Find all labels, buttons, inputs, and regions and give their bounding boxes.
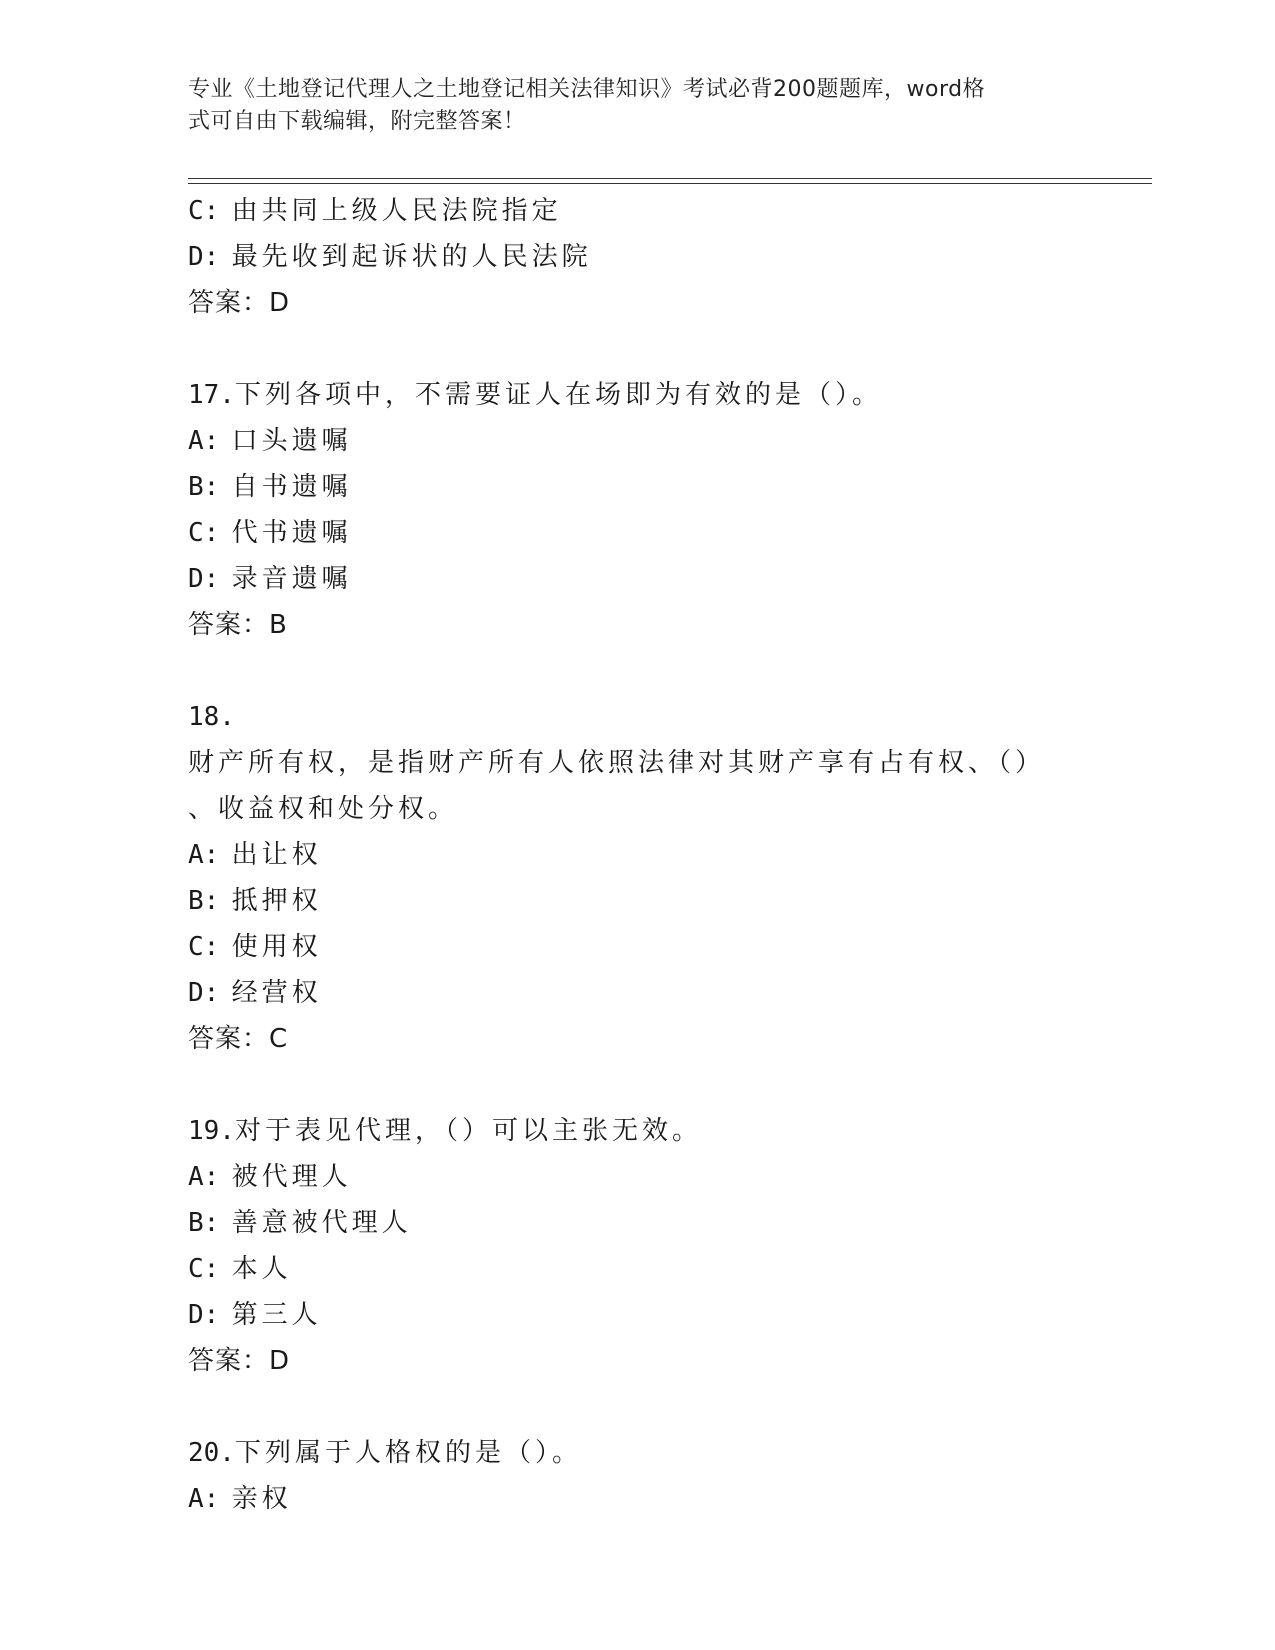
question-stem: 下列属于人格权的是（）。 [234,1438,582,1468]
header-divider-bottom [188,183,1152,184]
header-title-line-2: 式可自由下载编辑，附完整答案！ [188,109,526,134]
question-stem: 对于表见代理，（）可以主张无效。 [234,1116,702,1146]
option-text: 由共同上级人民法院指定 [231,196,562,226]
option-letter: D: [188,978,220,1008]
option-letter: B: [188,886,220,916]
option-letter: A: [188,840,220,870]
option-letter: D: [188,242,220,272]
option-letter: B: [188,1208,220,1238]
question-number: 18. [188,702,235,732]
option-d [188,234,1088,280]
answer-line: 答案：D [188,1346,291,1376]
option-a [188,418,1088,464]
question-number: 19. [188,1116,235,1146]
option-text: 经营权 [231,978,322,1008]
option-c [188,510,1088,556]
option-letter: C: [188,518,220,548]
option-d [188,1292,1088,1338]
option-b [188,464,1088,510]
option-c [188,924,1088,970]
question-list [188,188,1088,1522]
option-text: 口头遗嘱 [231,426,352,456]
option-text: 善意被代理人 [231,1208,412,1238]
question-18-continued [188,786,1088,832]
option-letter: A: [188,426,220,456]
option-letter: C: [188,1254,220,1284]
option-text: 被代理人 [231,1162,352,1192]
option-letter: B: [188,472,220,502]
header-title-line-1: 专业《土地登记代理人之土地登记相关法律知识》考试必背200题题库，word格 [188,77,986,102]
option-text: 代书遗嘱 [231,518,352,548]
question-number: 20. [188,1438,235,1468]
option-b [188,878,1088,924]
option-a [188,832,1088,878]
question-stem-line-1: 财产所有权，是指财产所有人依照法律对其财产享有占有权、（） [188,748,1046,778]
question-20 [188,1430,1088,1476]
question-17 [188,372,1088,418]
option-letter: C: [188,196,220,226]
option-text: 最先收到起诉状的人民法院 [231,242,592,272]
question-stem: 下列各项中，不需要证人在场即为有效的是（）。 [234,380,882,410]
option-letter: A: [188,1162,220,1192]
option-text: 自书遗嘱 [231,472,352,502]
question-number: 17. [188,380,235,410]
option-c [188,188,1088,234]
option-text: 录音遗嘱 [231,564,352,594]
option-text: 第三人 [231,1300,322,1330]
option-d [188,556,1088,602]
question-stem-line-2: 、收益权和处分权。 [188,794,459,824]
question-18 [188,694,1088,786]
option-text: 抵押权 [231,886,322,916]
option-b [188,1200,1088,1246]
option-letter: A: [188,1484,220,1514]
question-19 [188,1108,1088,1154]
option-a [188,1476,1088,1522]
answer-line: 答案：D [188,288,291,318]
option-text: 使用权 [231,932,322,962]
option-text: 出让权 [231,840,322,870]
option-text: 亲权 [231,1484,292,1514]
option-c [188,1246,1088,1292]
option-d [188,970,1088,1016]
option-letter: D: [188,564,220,594]
document-header [188,74,1068,138]
header-divider-top [188,178,1152,179]
option-a [188,1154,1088,1200]
option-text: 本人 [231,1254,292,1284]
answer-line: 答案：B [188,610,288,640]
answer-line: 答案：C [188,1024,289,1054]
option-letter: C: [188,932,220,962]
option-letter: D: [188,1300,220,1330]
